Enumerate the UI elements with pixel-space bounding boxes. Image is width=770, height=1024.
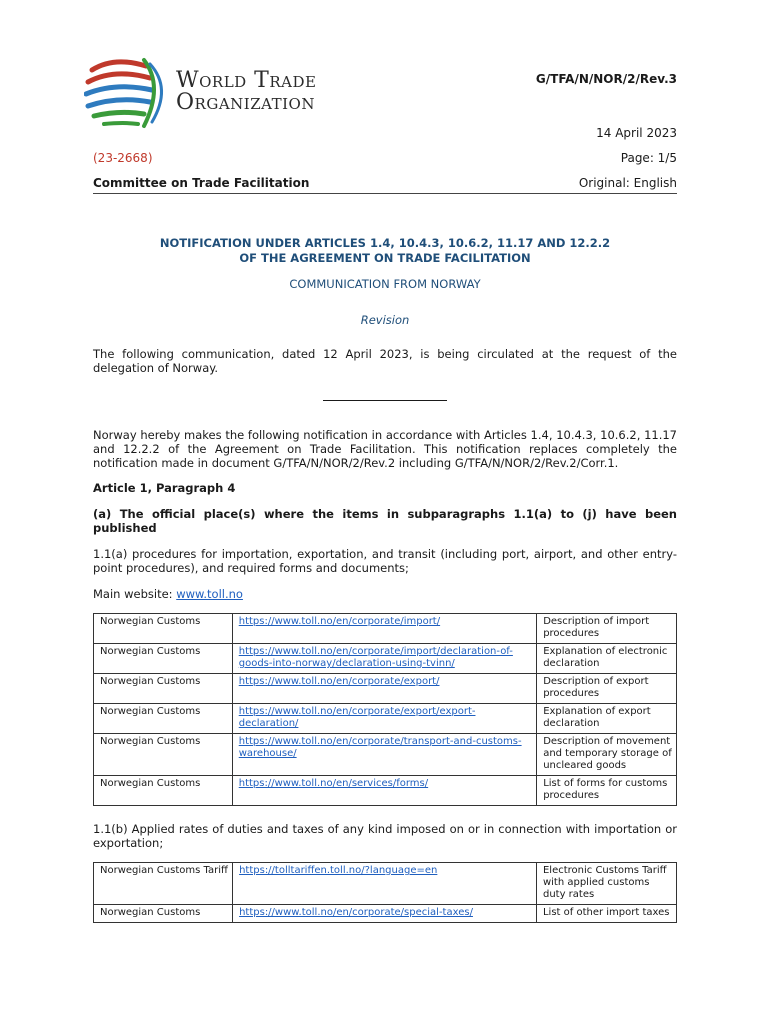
- document-title: [93, 236, 677, 266]
- authority-cell: Norwegian Customs: [94, 614, 233, 644]
- publication-link[interactable]: https://www.toll.no/en/corporate/export/: [238, 676, 440, 687]
- publication-table-duties: [93, 862, 677, 923]
- table-row: [94, 776, 677, 806]
- intro-paragraph: The following communication, dated 12 April 2023, is being circulated at the request of the delegation of Norway.: [93, 347, 677, 375]
- url-cell: [232, 674, 536, 704]
- table-row: [94, 614, 677, 644]
- committee-name: Committee on Trade Facilitation: [93, 176, 310, 190]
- authority-cell: Norwegian Customs: [94, 776, 233, 806]
- description-cell: List of forms for customs procedures: [537, 776, 677, 806]
- authority-cell: Norwegian Customs Tariff: [94, 863, 233, 905]
- communication-heading: COMMUNICATION FROM NORWAY: [289, 277, 481, 291]
- org-name-line2: Organization: [176, 90, 315, 115]
- wto-emblem-icon: [84, 56, 174, 130]
- publication-link[interactable]: https://www.toll.no/en/corporate/import/declaration-of-goods-into-norway/declaration-using-tvinn/: [238, 646, 513, 669]
- notification-paragraph: Norway hereby makes the following notification in accordance with Articles 1.4, 10.4.3, 10.6.2, 11.17 and 12.2.2 of the Agreement on Trade Facilitation. This notification replaces completely the notification made in document G/TFA/N/NOR/2/Rev.2 including G/TFA/N/NOR/2/Rev.2/Corr.1.: [93, 428, 677, 470]
- revision-label: Revision: [360, 313, 410, 327]
- table-row: [94, 734, 677, 776]
- table-row: [94, 905, 677, 923]
- url-cell: [232, 644, 536, 674]
- authority-cell: Norwegian Customs: [94, 674, 233, 704]
- main-website-line: [93, 587, 677, 601]
- main-website-label: Main website:: [93, 587, 177, 601]
- url-cell: [232, 734, 536, 776]
- title-line1: NOTIFICATION UNDER ARTICLES 1.4, 10.4.3, 10.6.2, 11.17 AND 12.2.2: [159, 236, 611, 250]
- publication-link[interactable]: https://tolltariffen.toll.no/?language=en: [239, 865, 438, 876]
- table-row: [94, 674, 677, 704]
- description-cell: Explanation of export declaration: [537, 704, 677, 734]
- url-cell: [232, 704, 536, 734]
- description-cell: Explanation of electronic declaration: [537, 644, 677, 674]
- original-language: Original: English: [578, 176, 677, 190]
- url-cell: [232, 614, 536, 644]
- separator-rule: [323, 400, 447, 401]
- wto-logo-text: [176, 70, 316, 114]
- url-cell: [232, 776, 536, 806]
- publication-link[interactable]: https://www.toll.no/en/corporate/transport-and-customs-warehouse/: [238, 736, 522, 759]
- item-1-1b: 1.1(b) Applied rates of duties and taxes of any kind imposed on or in connection with importation or exportation;: [93, 822, 677, 850]
- title-line2: OF THE AGREEMENT ON TRADE FACILITATION: [239, 251, 531, 265]
- table-row: [94, 863, 677, 905]
- description-cell: Electronic Customs Tariff with applied customs duty rates: [536, 863, 676, 905]
- authority-cell: Norwegian Customs: [94, 905, 233, 923]
- main-website-link[interactable]: www.toll.no: [176, 587, 243, 601]
- publication-table-import-export: [93, 613, 677, 806]
- item-1-1a: 1.1(a) procedures for importation, exportation, and transit (including port, airport, and other entry-point procedures), and required forms and documents;: [93, 547, 677, 575]
- url-cell: [233, 905, 537, 923]
- authority-cell: Norwegian Customs: [94, 734, 233, 776]
- table-row: [94, 704, 677, 734]
- document-date: 14 April 2023: [596, 126, 677, 140]
- reference-number: (23-2668): [93, 151, 153, 165]
- description-cell: Description of movement and temporary storage of uncleared goods: [537, 734, 677, 776]
- authority-cell: Norwegian Customs: [94, 704, 233, 734]
- header-divider: [93, 193, 677, 194]
- description-cell: List of other import taxes: [536, 905, 676, 923]
- publication-link[interactable]: https://www.toll.no/en/corporate/import/: [238, 616, 441, 627]
- wto-logo: [84, 56, 334, 130]
- authority-cell: Norwegian Customs: [94, 644, 233, 674]
- publication-link[interactable]: https://www.toll.no/en/services/forms/: [238, 778, 429, 789]
- table-row: [94, 644, 677, 674]
- article-heading: Article 1, Paragraph 4: [93, 481, 236, 495]
- page-number: Page: 1/5: [620, 151, 677, 165]
- document-symbol: G/TFA/N/NOR/2/Rev.3: [535, 72, 677, 86]
- org-name-line1: World Trade: [176, 68, 317, 93]
- publication-link[interactable]: https://www.toll.no/en/corporate/export/export-declaration/: [238, 706, 476, 729]
- description-cell: Description of import procedures: [537, 614, 677, 644]
- publication-link[interactable]: https://www.toll.no/en/corporate/special-taxes/: [239, 907, 473, 918]
- subparagraph-heading: (a) The official place(s) where the items in subparagraphs 1.1(a) to (j) have been published: [93, 507, 677, 535]
- url-cell: [233, 863, 537, 905]
- description-cell: Description of export procedures: [537, 674, 677, 704]
